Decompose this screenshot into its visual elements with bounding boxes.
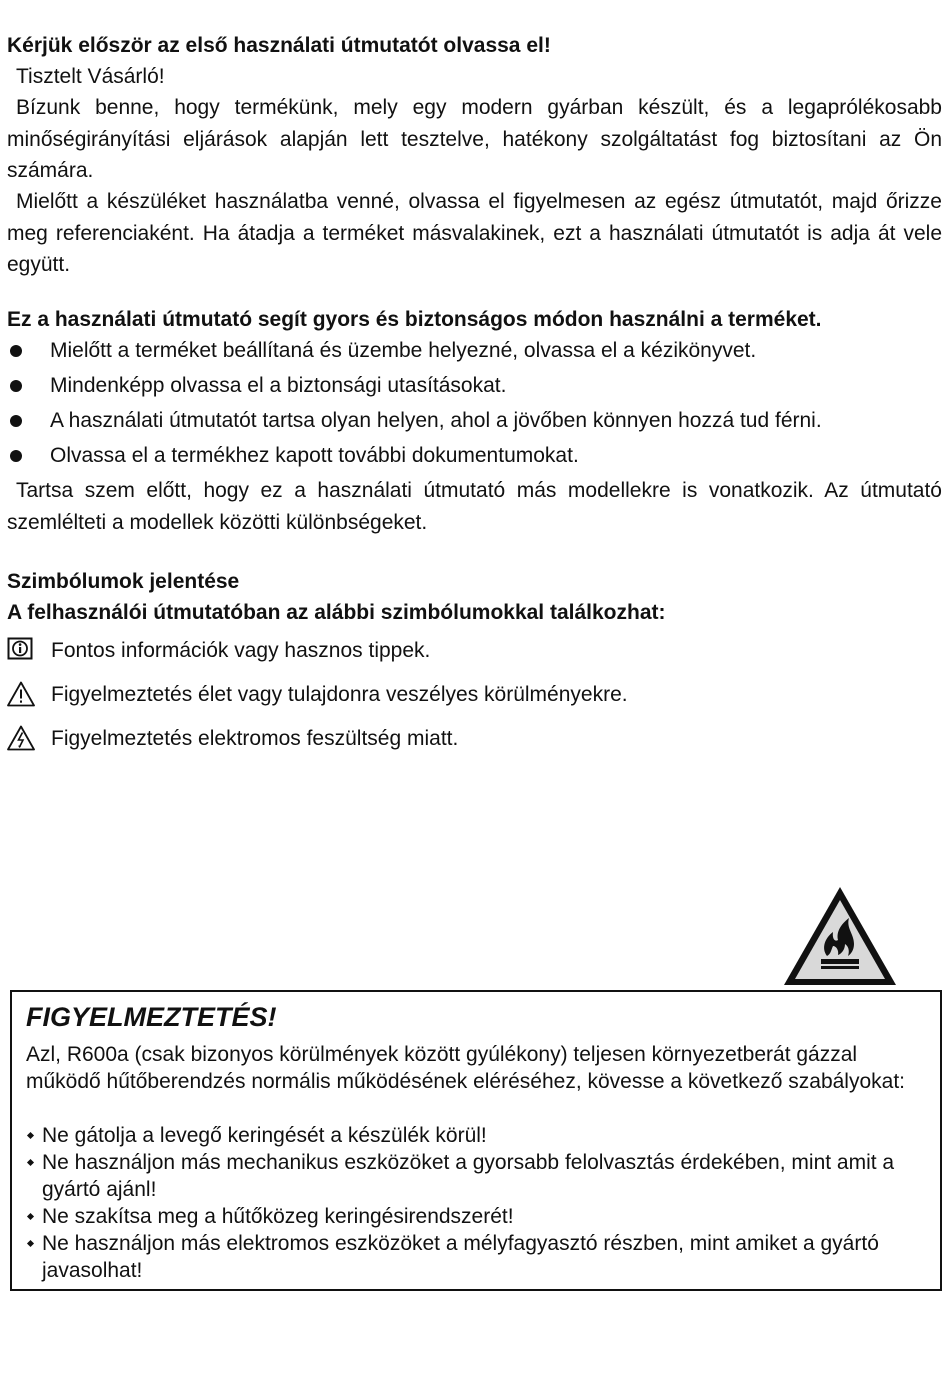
diamond-bullet-icon bbox=[27, 1240, 34, 1247]
symbols-heading: Szimbólumok jelentése bbox=[7, 570, 240, 593]
symbol-electric-text: Figyelmeztetés elektromos feszültség miatt. bbox=[51, 727, 459, 750]
intro-heading: Kérjük először az első használati útmutatót olvassa el! bbox=[7, 34, 551, 57]
warning-title: FIGYELMEZTETÉS! bbox=[26, 1002, 277, 1032]
rule-text: Ne szakítsa meg a hűtőközeg keringésirendszerét! bbox=[42, 1205, 514, 1228]
list-item bbox=[26, 1149, 931, 1203]
intro-paragraph-2 bbox=[7, 186, 942, 281]
list-item bbox=[26, 1203, 931, 1230]
bullet-text: Mielőtt a terméket beállítaná és üzembe helyezné, olvassa el a kézikönyvet. bbox=[50, 339, 757, 362]
flammable-warning-icon bbox=[781, 884, 899, 988]
bullet-text: Mindenképp olvassa el a biztonsági utasításokat. bbox=[50, 374, 507, 397]
guide-note bbox=[7, 475, 942, 538]
diamond-bullet-icon bbox=[27, 1132, 34, 1139]
list-item bbox=[26, 1230, 931, 1284]
list-item bbox=[7, 441, 942, 476]
intro-salutation bbox=[7, 61, 942, 93]
diamond-bullet-icon bbox=[27, 1213, 34, 1220]
warning-box bbox=[10, 990, 942, 1291]
bullet-text: A használati útmutatót tartsa olyan helyen, ahol a jövőben könnyen hozzá tud férni. bbox=[50, 409, 822, 432]
warning-triangle-icon bbox=[7, 681, 35, 707]
rule-text: Ne gátolja a levegő keringését a készülék körül! bbox=[42, 1124, 487, 1147]
symbols-subheading: A felhasználói útmutatóban az alábbi szimbólumokkal találkozhat: bbox=[7, 601, 666, 624]
bullet-dot-icon bbox=[10, 450, 22, 462]
symbol-row-info bbox=[7, 634, 942, 668]
guide-note-text: Tartsa szem előtt, hogy ez a használati útmutató más modellekre is vonatkozik. Az útmutató szemlélteti a modellek közötti különbségeket. bbox=[7, 479, 942, 534]
bullet-dot-icon bbox=[10, 415, 22, 427]
list-item bbox=[7, 336, 942, 371]
warning-rule-list bbox=[26, 1122, 931, 1284]
symbol-row-warning bbox=[7, 678, 942, 712]
symbol-info-text: Fontos információk vagy hasznos tippek. bbox=[51, 639, 431, 662]
bullet-dot-icon bbox=[10, 380, 22, 392]
warning-intro: Azl, R600a (csak bizonyos körülmények között gyúlékony) teljesen környezetberát gázzal működő hűtőberendzés normális működésének eléréséhez, kövesse a következő szabályokat: bbox=[26, 1043, 905, 1093]
diamond-bullet-icon bbox=[27, 1159, 34, 1166]
intro-paragraph-1 bbox=[7, 92, 942, 187]
rule-text: Ne használjon más mechanikus eszközöket a gyorsabb felolvasztás érdekében, mint amit a gyártó ajánl! bbox=[42, 1151, 895, 1201]
symbol-warning-text: Figyelmeztetés élet vagy tulajdonra veszélyes körülményekre. bbox=[51, 683, 628, 706]
rule-text: Ne használjon más elektromos eszközöket a mélyfagyasztó részben, mint amiket a gyártó javasolhat! bbox=[42, 1232, 879, 1282]
paragraph-2-text: Mielőtt a készüléket használatba venné, olvassa el figyelmesen az egész útmutatót, majd őrizze meg referenciaként. Ha átadja a terméket másvalakinek, ezt a használati útmutatót is adja át vele együtt. bbox=[7, 190, 942, 276]
salutation-text: Tisztelt Vásárló! bbox=[16, 65, 165, 88]
list-item bbox=[7, 406, 942, 441]
list-item bbox=[26, 1122, 931, 1149]
paragraph-1-text: Bízunk benne, hogy termékünk, mely egy modern gyárban készült, és a legaprólékosabb minőségirányítási eljárások alapján lett tesztelve, hatékony szolgáltatást fog biztosítani az Ön számára. bbox=[7, 96, 942, 182]
symbol-row-electric bbox=[7, 722, 942, 756]
guide-bullet-list bbox=[7, 336, 942, 476]
info-icon bbox=[7, 637, 35, 663]
guide-heading: Ez a használati útmutató segít gyors és biztonságos módon használni a terméket. bbox=[7, 308, 822, 331]
list-item bbox=[7, 371, 942, 406]
bullet-text: Olvassa el a termékhez kapott további dokumentumokat. bbox=[50, 444, 579, 467]
electric-warning-icon bbox=[7, 725, 35, 751]
bullet-dot-icon bbox=[10, 345, 22, 357]
